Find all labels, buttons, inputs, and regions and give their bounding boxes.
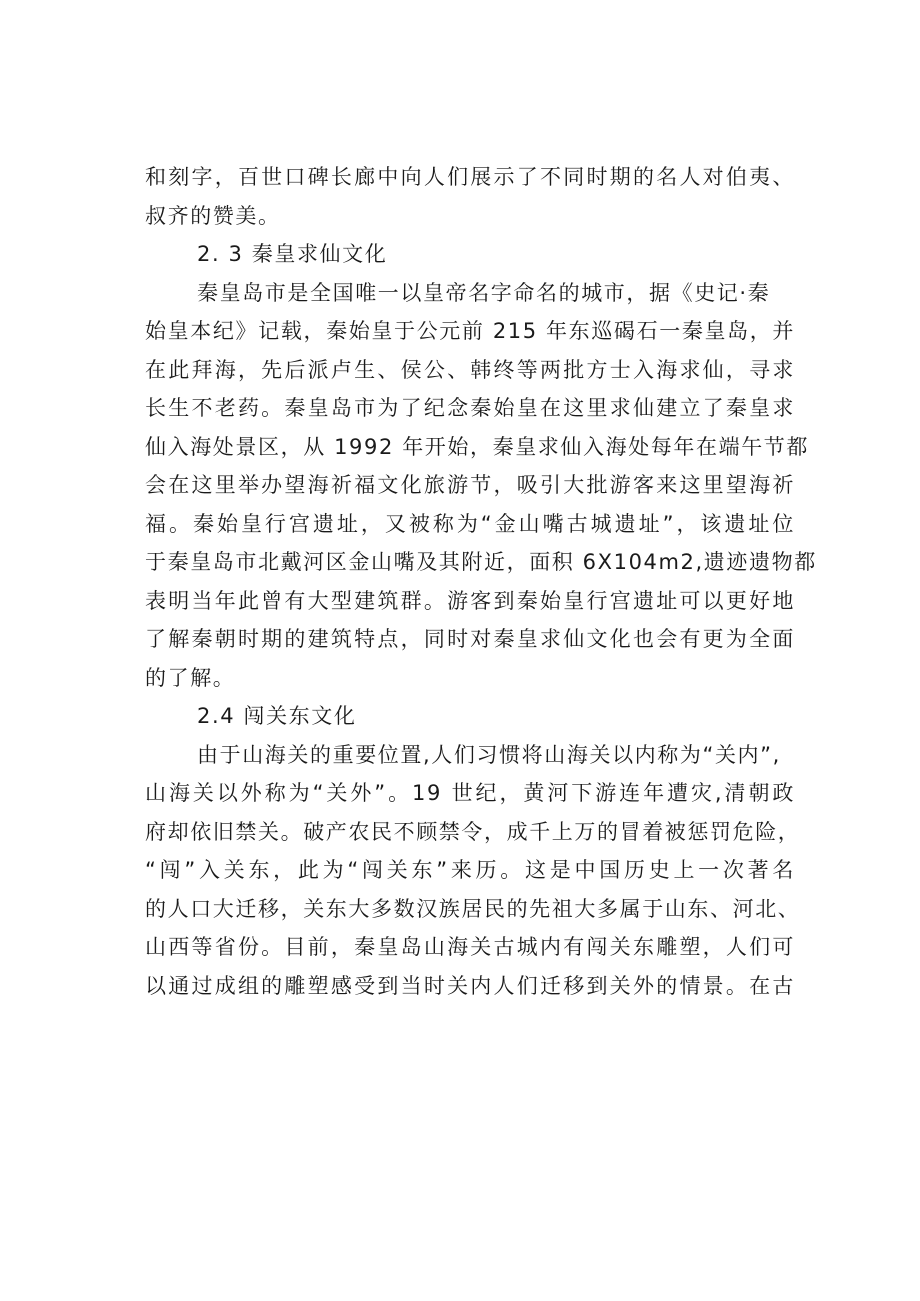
- text-line-2: 叔齐的赞美。: [145, 203, 281, 228]
- text-line-14: 的了解。: [145, 665, 236, 690]
- text-line-9: 会在这里举办望海祈福文化旅游节，吸引大批游客来这里望海祈: [145, 473, 795, 497]
- text-line-21: 山西等省份。目前，秦皇岛山海关古城内有闯关东雕塑，人们可: [145, 935, 795, 959]
- text-line-12: 表明当年此曾有大型建筑群。游客到秦始皇行宫遗址可以更好地: [145, 588, 795, 613]
- document-body: [145, 158, 815, 1005]
- text-line-17: 山海关以外称为“关外”。19 世纪，黄河下游连年遭灾,清朝政: [145, 781, 795, 805]
- section-heading-2-3: 2. 3 秦皇求仙文化: [197, 242, 388, 266]
- text-line-16: 由于山海关的重要位置,人们习惯将山海关以内称为“关内”,: [197, 742, 781, 767]
- text-line-6: 在此拜海，先后派卢生、侯公、韩终等两批方士入海求仙，寻求: [145, 357, 795, 382]
- text-line-11: 于秦皇岛市北戴河区金山嘴及其附近，面积 6X104m2,遗迹遗物都: [145, 550, 817, 574]
- text-line-7: 长生不老药。秦皇岛市为了纪念秦始皇在这里求仙建立了秦皇求: [145, 396, 795, 420]
- text-line-8: 仙入海处景区，从 1992 年开始，秦皇求仙入海处每年在端午节都: [145, 434, 809, 459]
- text-line-4: 秦皇岛市是全国唯一以皇帝名字命名的城市，据《史记·秦: [197, 280, 771, 305]
- text-line-20: 的人口大迁移，关东大多数汉族居民的先祖大多属于山东、河北、: [145, 896, 801, 921]
- text-line-10: 福。秦始皇行宫遗址，又被称为“金山嘴古城遗址”，该遗址位: [145, 511, 795, 536]
- text-line-13: 了解秦朝时期的建筑特点，同时对秦皇求仙文化也会有更为全面: [145, 627, 795, 651]
- section-heading-2-4: 2.4 闯关东文化: [197, 704, 357, 728]
- text-line-5: 始皇本纪》记载，秦始皇于公元前 215 年东巡碣石一秦皇岛，并: [145, 319, 795, 343]
- text-line-22: 以通过成组的雕塑感受到当时关内人们迁移到关外的情景。在古: [145, 973, 795, 998]
- text-line-19: “闯”入关东，此为“闯关东”来历。这是中国历史上一次著名: [145, 858, 795, 882]
- text-line-1: 和刻字，百世口碑长廊中向人们展示了不同时期的名人对伯夷、: [145, 165, 795, 189]
- text-line-18: 府却依旧禁关。破产农民不顾禁令，成千上万的冒着被惩罚危险，: [145, 819, 801, 844]
